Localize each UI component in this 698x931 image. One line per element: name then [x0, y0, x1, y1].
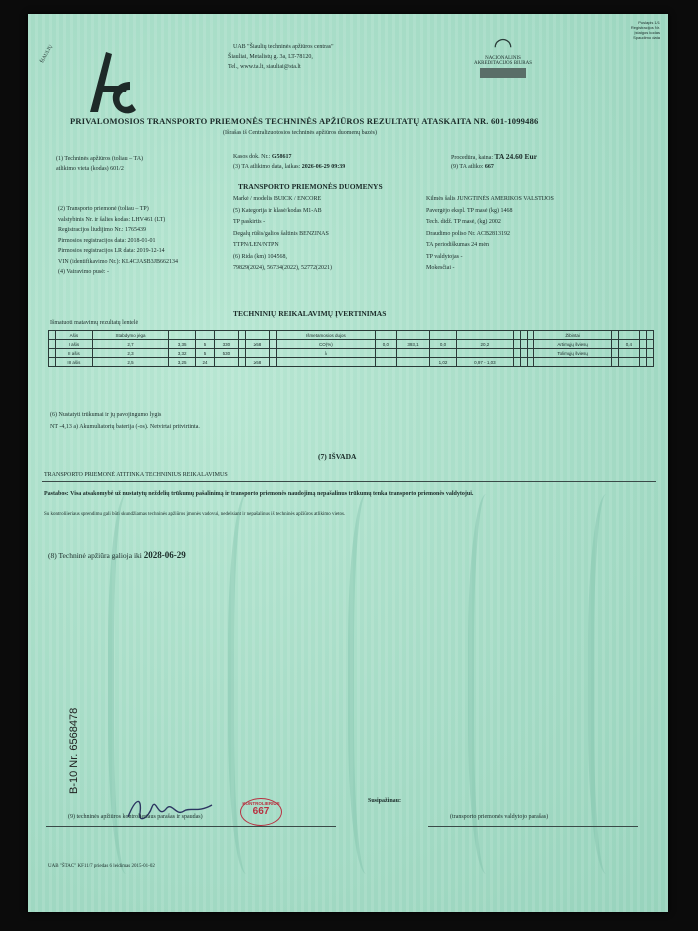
table-cell — [640, 358, 647, 367]
table-cell — [49, 331, 56, 340]
table-cell: 530 — [214, 349, 238, 358]
stac-logo — [68, 42, 138, 122]
form-serial-number: B-10 Nr. 6568478 — [68, 707, 80, 794]
signature-line-left — [46, 826, 336, 827]
table-cell: III ašis — [55, 358, 92, 367]
signature-line-right — [428, 826, 638, 827]
table-cell: ≥58 — [245, 340, 269, 349]
table-cell — [646, 349, 653, 358]
company-address: Šiauliai, Metalistų g. 3a, LT-78120, — [228, 54, 313, 60]
table-cell — [49, 340, 56, 349]
table-cell — [214, 358, 238, 367]
valid-until: (8) Techninė apžiūra galioja iki 2028-06-29 — [48, 550, 186, 560]
table-cell — [520, 331, 527, 340]
vehicle-data-title: TRANSPORTO PRIEMONĖS DUOMENYS — [238, 182, 383, 191]
table-cell: Išmetamosios dujos — [276, 331, 375, 340]
defects-value: NT -4,13 a) Akumuliatorių baterija (-os). Netvirtai pritvirtinta. — [50, 424, 200, 430]
table-cell: 0,0 — [375, 340, 396, 349]
table-cell — [270, 358, 277, 367]
inspector-id: (9) TA atliko: 667 — [451, 164, 494, 170]
table-cell — [646, 358, 653, 367]
table-caption: Išmatuoti matavimų rezultatų lentelė — [50, 320, 139, 326]
table-cell — [375, 331, 396, 340]
inspector-stamp: KONTROLIERIUS 667 — [240, 798, 282, 826]
table-cell: 20,2 — [457, 340, 514, 349]
table-cell — [245, 331, 269, 340]
table-cell — [245, 349, 269, 358]
table-cell — [397, 349, 430, 358]
table-cell: Žibintai — [534, 331, 611, 340]
table-cell — [527, 358, 534, 367]
table-cell: 0,97 - 1,03 — [457, 358, 514, 367]
table-cell — [238, 358, 245, 367]
table-cell — [457, 331, 514, 340]
measurements-table — [48, 330, 654, 367]
table-cell — [611, 349, 618, 358]
watermark-wave — [588, 494, 634, 874]
table-cell — [49, 358, 56, 367]
table-cell: 5 — [196, 349, 214, 358]
table-cell — [520, 340, 527, 349]
table-cell: 0,4 — [618, 340, 639, 349]
table-cell: CO(%) — [276, 340, 375, 349]
table-cell — [640, 331, 647, 340]
company-name: UAB "Šiaulių techninės apžiūros centras" — [233, 44, 334, 50]
table-cell: 330 — [214, 340, 238, 349]
table-cell — [527, 349, 534, 358]
report-title: PRIVALOMOSIOS TRANSPORTO PRIEMONĖS TECHNINĖS APŽIŪROS REZULTATŲ ATASKAITA NR. 601-1099486 — [70, 116, 539, 126]
table-cell — [169, 331, 196, 340]
table-cell — [429, 349, 456, 358]
table-cell — [527, 340, 534, 349]
logo-text: ŠIAULIŲ — [40, 44, 54, 65]
table-cell: ≥58 — [245, 358, 269, 367]
table-cell: II ašis — [55, 349, 92, 358]
watermark-wave — [348, 494, 394, 874]
table-cell — [457, 349, 514, 358]
corner-info: Puslapis 1/1 Registracijos Nr. Įstaigos kodas Spaudimo data — [630, 20, 660, 40]
inspection-place-1: (1) Techninės apžiūros (toliau – TA) — [56, 156, 144, 162]
table-cell: Stabdymo jėga — [92, 331, 168, 340]
table-cell — [375, 349, 396, 358]
table-row — [49, 331, 654, 340]
table-cell — [270, 349, 277, 358]
notes: Pastabos: Visa atsakomybė už nustatytų neždelių trūkumų pašalinimą ir transporto priemonės naudojimą nepašalinus trūkumų tenka transporto priemonės valdytojui. — [44, 491, 474, 497]
table-cell — [640, 349, 647, 358]
inspection-place-2: atlikimo vieta (kodas) 601/2 — [56, 166, 124, 172]
inspection-date: (3) TA atlikimo data, laikas: 2026-06-29 09:39 — [233, 164, 346, 170]
table-cell — [611, 340, 618, 349]
table-cell — [276, 358, 375, 367]
table-cell — [513, 331, 520, 340]
vehicle-mid-fields: Markė / modelis BUICK / ENCORE (5) Kategorija ir klasė/kodas M1-AB TP paskirtis - Degalų rūšis/galios šaltinis BENZINAS TTPN/LEN/NTPN (6) Rida (km) 104568, 79829(2024), 56734(2022), 52772(2021) — [233, 196, 332, 271]
table-cell — [611, 331, 618, 340]
inspector-signature — [126, 789, 216, 829]
table-cell — [397, 358, 430, 367]
footer-form-id: UAB "ŠTAC" KF11/7 priedas 6 leidimas 2015-01-02 — [48, 864, 155, 869]
signature-caption-left: (9) techninės apžiūros kontrolieriaus parašas ir spaudas) — [68, 814, 203, 820]
table-cell — [397, 331, 430, 340]
table-cell — [527, 331, 534, 340]
table-cell — [196, 331, 214, 340]
table-cell: 2,3 — [92, 349, 168, 358]
table-cell — [646, 331, 653, 340]
table-cell: 2,5 — [92, 358, 168, 367]
table-row — [49, 349, 654, 358]
table-cell — [513, 358, 520, 367]
table-cell: 24 — [196, 358, 214, 367]
table-cell — [640, 340, 647, 349]
company-contacts: Tel., www.ta.lt, siauliai@sta.lt — [228, 64, 301, 70]
accreditation-mark: ◠ NACIONALINIS AKREDITACIJOS BIURAS — [468, 36, 538, 78]
table-cell — [513, 340, 520, 349]
table-cell: 1,02 — [429, 358, 456, 367]
table-cell — [270, 340, 277, 349]
table-cell: Tolimųjų šviesų — [534, 349, 611, 358]
accreditation-icon: ◠ — [493, 33, 513, 58]
table-cell — [49, 349, 56, 358]
table-cell — [270, 331, 277, 340]
table-cell — [618, 358, 639, 367]
vehicle-left-fields: (2) Transporto priemonė (toliau – TP) valstybinis Nr. ir šalies kodas: LHV461 (LT) Registracijos liudijimo Nr.: 1765439 Pirmosios registracijos data: 2018-01-01 Pirmosios registracijos LR data: 2019-12-14 VIN (identifikavimo Nr.): KL4CJASB3JB662134 (4) Vairavimo pusė: - — [58, 206, 178, 275]
conclusion-text: TRANSPORTO PRIEMONĖ ATITINKA TECHNINIUS REIKALAVIMUS — [44, 472, 228, 478]
table-cell: 393,1 — [397, 340, 430, 349]
table-row — [49, 358, 654, 367]
table-cell: 3,35 — [169, 340, 196, 349]
table-cell: λ — [276, 349, 375, 358]
conclusion-title: (7) IŠVADA — [318, 452, 357, 461]
inspection-report-sheet — [28, 14, 668, 912]
table-cell — [520, 358, 527, 367]
assessment-title: TECHNINIŲ REIKALAVIMŲ ĮVERTINIMAS — [233, 309, 387, 318]
divider — [42, 481, 656, 482]
defects-label: (6) Nustatyti trūkumai ir jų pavojingumo lygis — [50, 412, 162, 418]
table-cell: I ašis — [55, 340, 92, 349]
table-cell — [611, 358, 618, 367]
table-cell — [238, 331, 245, 340]
report-subtitle: (Išrašas iš Centralizuotosios techninės apžiūros duomenų bazės) — [223, 130, 377, 136]
notes-appeal: Su kontroliieriaus sprendimu gali būti skundžiamas techninės apžiūros įmonės vadovui, nedelsiant ir nepašalinus iš techninės apžiūros atlikimo vietos. — [44, 512, 346, 517]
table-cell — [214, 331, 238, 340]
table-cell: 5 — [196, 340, 214, 349]
table-cell — [618, 331, 639, 340]
procedure-price: Procedūra, kaina: TA 24.60 Eur — [451, 152, 538, 161]
table-cell — [429, 331, 456, 340]
table-cell — [238, 340, 245, 349]
table-cell — [513, 349, 520, 358]
table-cell: 0,0 — [429, 340, 456, 349]
table-cell: Ašis — [55, 331, 92, 340]
table-cell — [618, 349, 639, 358]
table-cell — [375, 358, 396, 367]
vehicle-right-fields: Kilmės šalis JUNGTINĖS AMERIKOS VALSTIJOS Pavergėjo ekspl. TP masė (kg) 1468 Tech. didž. TP masė, (kg) 2002 Draudimo poliso Nr. ACB2813192 TA periodiškumas 24 mėn TP valdytojas - Mokesčiai - — [426, 196, 554, 271]
table-cell — [646, 340, 653, 349]
accreditation-stamp — [480, 68, 526, 78]
table-cell — [534, 358, 611, 367]
table-cell: 3,32 — [169, 349, 196, 358]
acknowledged-label: Susipažinau: — [368, 798, 402, 804]
table-cell — [238, 349, 245, 358]
cash-doc: Kasos dok. Nr.: G58617 — [233, 154, 292, 160]
table-cell: Artimųjų šviesų — [534, 340, 611, 349]
table-row — [49, 340, 654, 349]
table-cell: 2,7 — [92, 340, 168, 349]
signature-caption-right: (transporto priemonės valdytojo parašas) — [450, 814, 549, 820]
table-cell — [520, 349, 527, 358]
table-cell: 3,25 — [169, 358, 196, 367]
